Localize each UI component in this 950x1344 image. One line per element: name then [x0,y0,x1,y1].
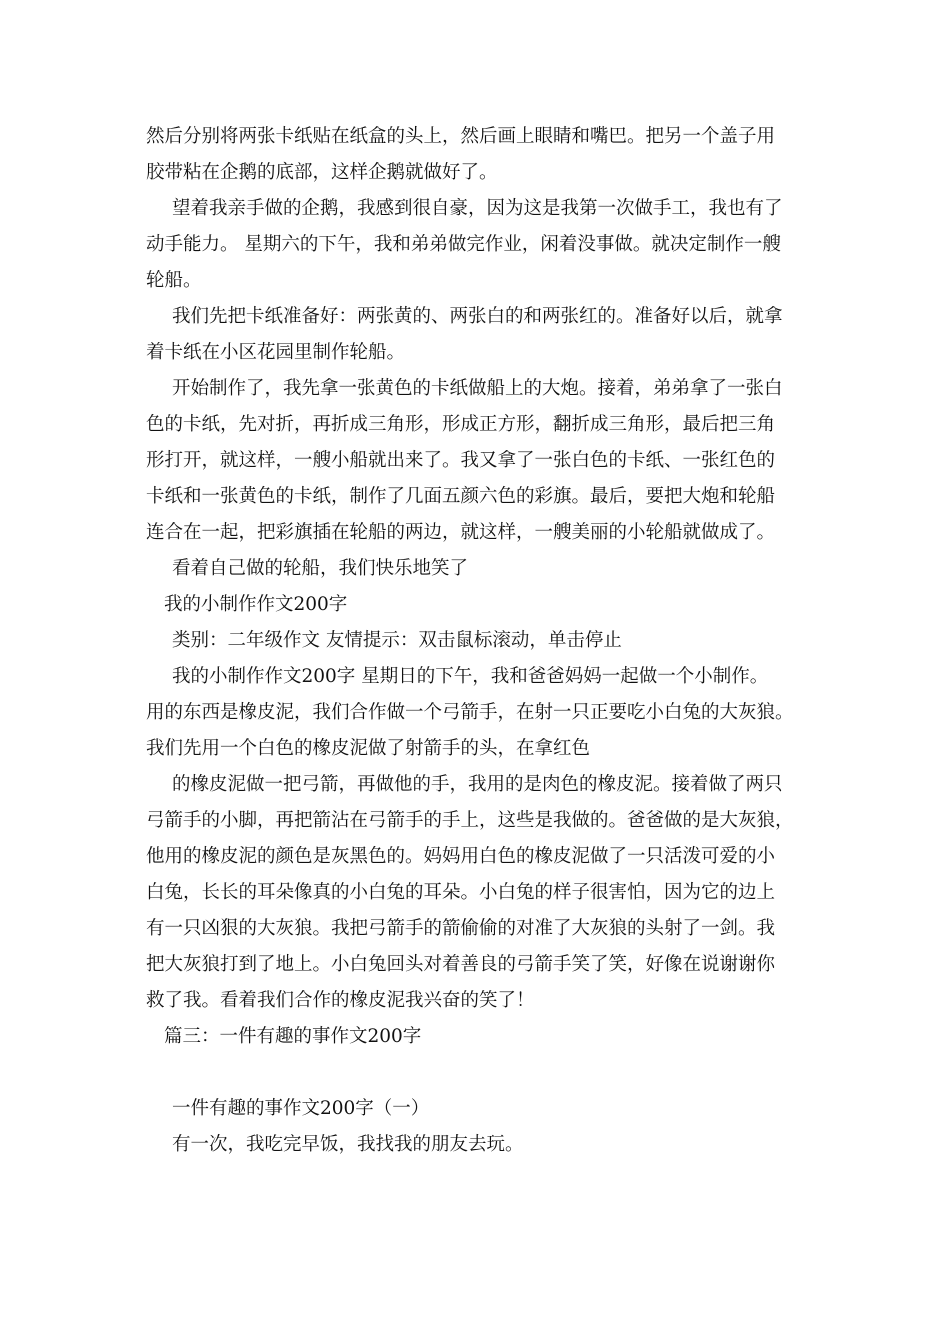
text-line: 白兔，长长的耳朵像真的小白兔的耳朵。小白兔的样子很害怕，因为它的边上 [146,882,776,903]
text-line: 我的小制作作文200字 星期日的下午，我和爸爸妈妈一起做一个小制作。 [172,666,769,687]
text-line: 把大灰狼打到了地上。小白兔回头对着善良的弓箭手笑了笑，好像在说谢谢你 [146,954,776,975]
text-line: 我们先把卡纸准备好：两张黄的、两张白的和两张红的。准备好以后，就拿 [172,306,783,327]
text-line: 弓箭手的小脚，再把箭沾在弓箭手的手上，这些是我做的。爸爸做的是大灰狼， [146,810,794,831]
text-line: 卡纸和一张黄色的卡纸，制作了几面五颜六色的彩旗。最后，要把大炮和轮船 [146,486,776,507]
text-line: 胶带粘在企鹅的底部，这样企鹅就做好了。 [146,162,498,183]
text-line: 形打开，就这样，一艘小船就出来了。我又拿了一张白色的卡纸、一张红色的 [146,450,776,471]
text-line: 救了我。看着我们合作的橡皮泥我兴奋的笑了！ [146,990,535,1011]
text-line: 轮船。 [146,270,202,291]
category-line: 类别：二年级作文 友情提示：双击鼠标滚动，单击停止 [172,630,622,651]
section-heading: 我的小制作作文200字 [164,594,348,615]
text-line: 用的东西是橡皮泥，我们合作做一个弓箭手，在射一只正要吃小白兔的大灰狼。 [146,702,794,723]
text-line: 有一次，我吃完早饭，我找我的朋友去玩。 [172,1134,524,1155]
section-heading: 篇三：一件有趣的事作文200字 [164,1026,422,1047]
text-line: 开始制作了，我先拿一张黄色的卡纸做船上的大炮。接着，弟弟拿了一张白 [172,378,783,399]
text-line: 有一只凶狠的大灰狼。我把弓箭手的箭偷偷的对准了大灰狼的头射了一剑。我 [146,918,776,939]
text-line: 连合在一起，把彩旗插在轮船的两边，就这样，一艘美丽的小轮船就做成了。 [146,522,776,543]
text-line: 然后分别将两张卡纸贴在纸盒的头上，然后画上眼睛和嘴巴。把另一个盖子用 [146,126,776,147]
text-line: 色的卡纸，先对折，再折成三角形，形成正方形，翻折成三角形，最后把三角 [146,414,776,435]
text-line: 动手能力。 星期六的下午，我和弟弟做完作业，闲着没事做。就决定制作一艘 [146,234,781,255]
text-line: 我们先用一个白色的橡皮泥做了射箭手的头，在拿红色 [146,738,591,759]
text-line: 他用的橡皮泥的颜色是灰黑色的。妈妈用白色的橡皮泥做了一只活泼可爱的小 [146,846,776,867]
section-subheading: 一件有趣的事作文200字（一） [172,1098,430,1119]
text-line: 望着我亲手做的企鹅，我感到很自豪，因为这是我第一次做手工，我也有了 [172,198,783,219]
text-line: 的橡皮泥做一把弓箭，再做他的手，我用的是肉色的橡皮泥。接着做了两只 [172,774,783,795]
text-line: 看着自己做的轮船，我们快乐地笑了 [172,558,469,579]
text-line: 着卡纸在小区花园里制作轮船。 [146,342,406,363]
